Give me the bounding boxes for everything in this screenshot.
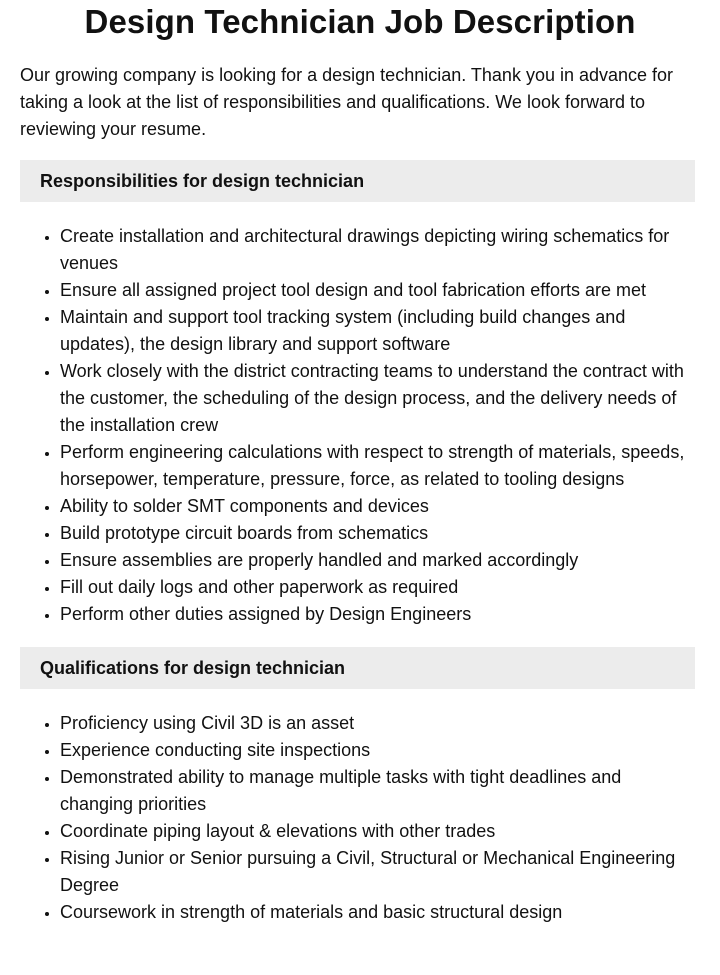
list-item: • Ensure all assigned project tool design and tool fabrication efforts are met <box>60 277 696 304</box>
list-item: • Demonstrated ability to manage multiple tasks with tight deadlines and changing priorities <box>60 764 696 818</box>
list-item: • Experience conducting site inspections <box>60 737 696 764</box>
list-item: • Work closely with the district contracting teams to understand the contract with the customer, the scheduling of the design process, and the delivery needs of the installation crew <box>60 358 696 439</box>
list-item: • Coordinate piping layout & elevations with other trades <box>60 818 696 845</box>
list-item: • Fill out daily logs and other paperwork as required <box>60 574 696 601</box>
list-item: • Ensure assemblies are properly handled and marked accordingly <box>60 547 696 574</box>
list-item: • Ability to solder SMT components and devices <box>60 493 696 520</box>
list-item: • Coursework in strength of materials and basic structural design <box>60 899 696 926</box>
list-item: • Create installation and architectural drawings depicting wiring schematics for venues <box>60 223 696 277</box>
list-item: • Maintain and support tool tracking system (including build changes and updates), the design library and support software <box>60 304 696 358</box>
responsibilities-list <box>0 223 696 628</box>
list-item: • Proficiency using Civil 3D is an asset <box>60 710 696 737</box>
responsibilities-heading: Responsibilities for design technician <box>20 160 695 202</box>
page-title: Design Technician Job Description <box>84 3 636 40</box>
qualifications-list <box>0 710 696 926</box>
intro-paragraph: Our growing company is looking for a design technician. Thank you in advance for taking a look at the list of responsibilities and qualifications. We look forward to reviewing your resume. <box>20 65 674 139</box>
list-item: • Build prototype circuit boards from schematics <box>60 520 696 547</box>
list-item: • Rising Junior or Senior pursuing a Civil, Structural or Mechanical Engineering Degree <box>60 845 696 899</box>
list-item: • Perform engineering calculations with respect to strength of materials, speeds, horsepower, temperature, pressure, force, as related to tooling designs <box>60 439 696 493</box>
qualifications-heading: Qualifications for design technician <box>20 647 695 689</box>
list-item: • Perform other duties assigned by Design Engineers <box>60 601 696 628</box>
